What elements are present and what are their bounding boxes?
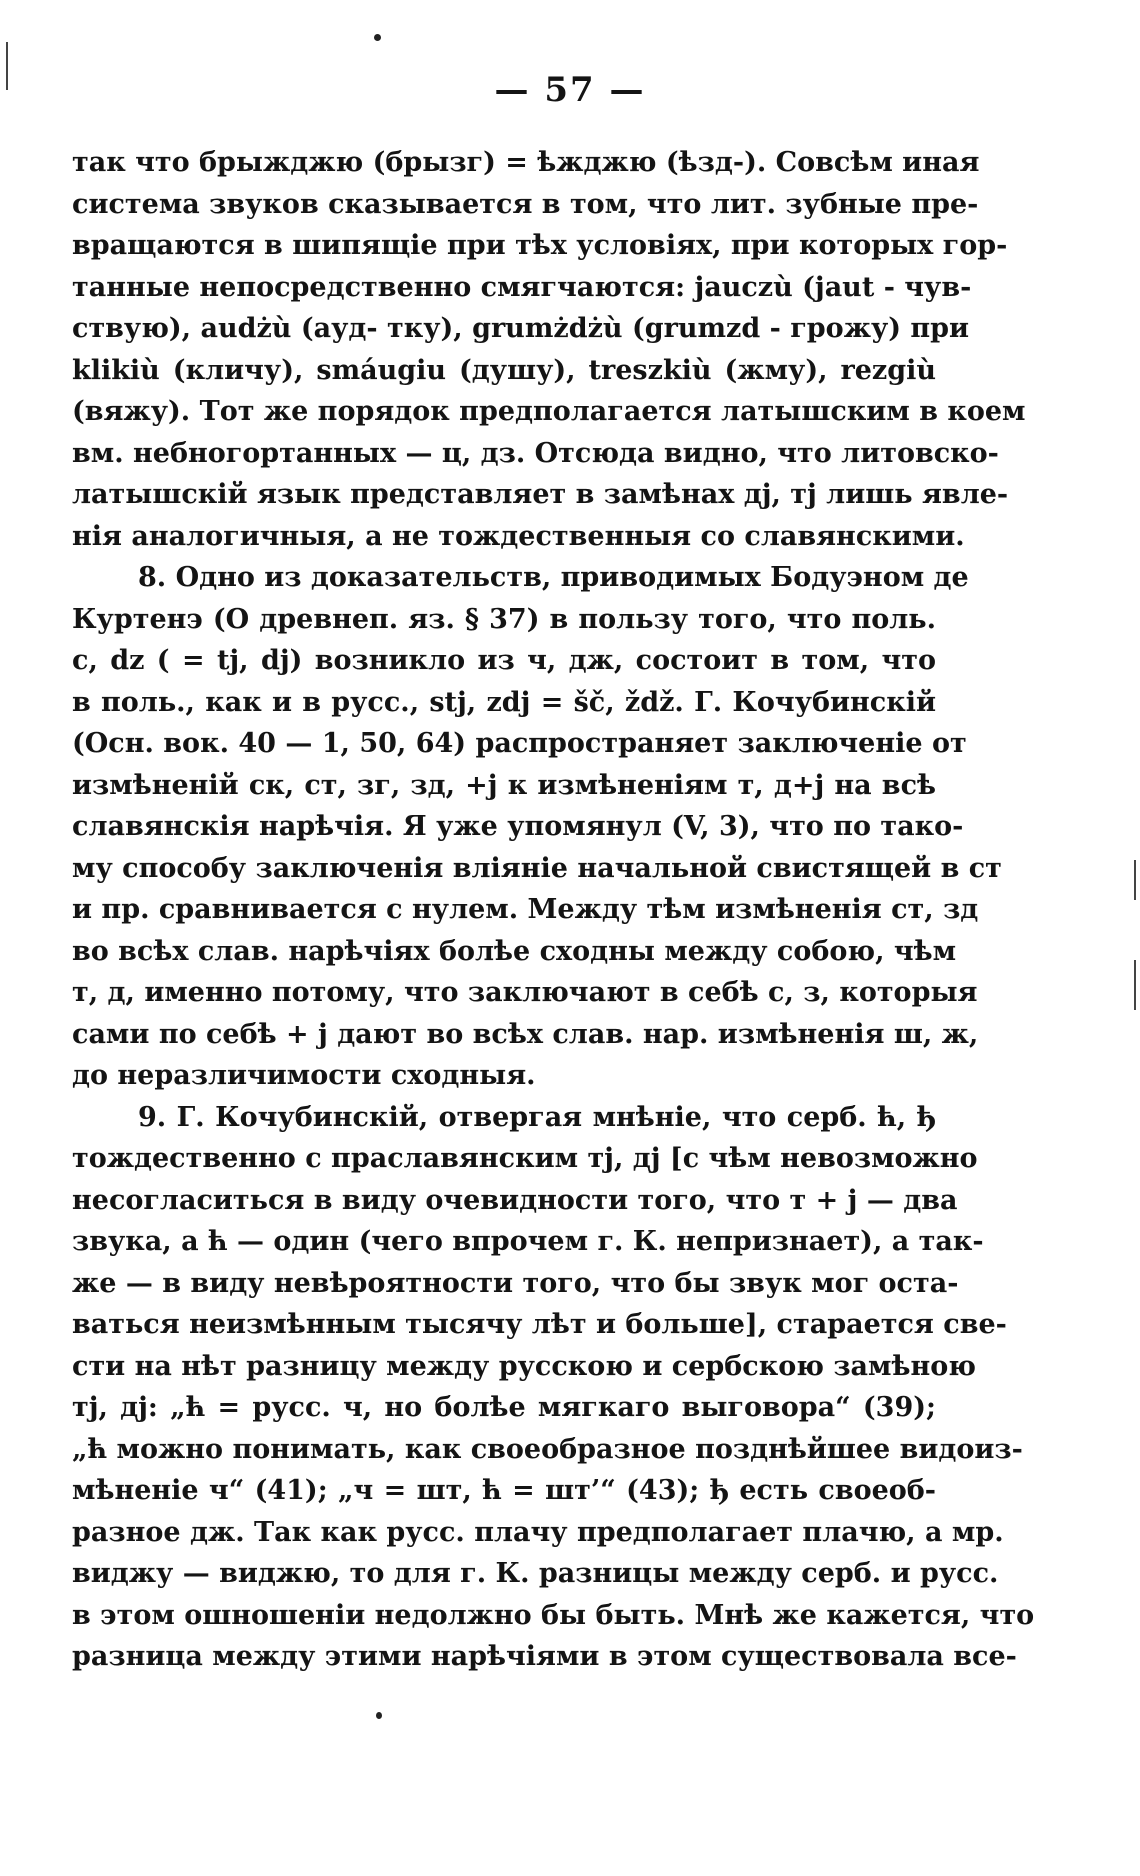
text-line: ваться неизмѣнным тысячу лѣт и больше], старается све- — [72, 1309, 1007, 1340]
text-line: система звуков сказывается в том, что лит. зубные пре- — [72, 188, 979, 220]
paragraph-start-line: 8. Одно из доказательств, приводимых Бодуэном де — [138, 562, 969, 593]
text-line: вм. небногортанных — ц, дз. Отсюда видно, что литовско- — [72, 437, 999, 469]
text-line: разница между этими нарѣчіями в этом существовала все- — [72, 1641, 1017, 1672]
text-line: сами по себѣ + j дают во всѣх слав. нар. измѣненія ш, ж, — [72, 1018, 979, 1050]
text-line: тj, дj: „ћ = русс. ч, но болѣе мягкаго выговора“ (39); — [72, 1392, 936, 1423]
text-line: klikiù (кличу), smáugiu (душу), treszkiù (жму), rezgiù — [72, 354, 936, 386]
scan-speck — [376, 1712, 382, 1719]
text-line: вращаются в шипящіе при тѣх условіях, при которых гор- — [72, 230, 1008, 261]
text-line: так что брыжджю (брызг) = ѣжджю (ѣзд-). Совсѣм иная — [72, 147, 980, 178]
text-line: сти на нѣт разницу между русскою и сербскою замѣною — [72, 1350, 976, 1382]
text-line: ствую), audżù (ауд- тку), grumżdżù (grumzd - грожу) при — [72, 313, 970, 344]
text-line: нія аналогичныя, а не тождественныя со славянскими. — [72, 520, 965, 552]
text-line: c, dz ( = tj, dj) возникло из ч, дж, состоит в том, что — [72, 645, 936, 676]
text-line: звука, а ћ — один (чего впрочем г. К. непризнает), а так- — [72, 1226, 984, 1257]
scan-speck — [374, 34, 381, 41]
text-line: и пр. сравнивается с нулем. Между тѣм измѣненія ст, зд — [72, 894, 979, 925]
text-line: виджу — виджю, то для г. К. разницы между серб. и русс. — [72, 1558, 999, 1589]
page-number: — 57 — — [494, 70, 646, 110]
text-line: т, д, именно потому, что заключают в себѣ с, з, которыя — [72, 977, 978, 1008]
text-line: Куртенэ (О древнеп. яз. § 37) в пользу того, что поль. — [72, 603, 936, 635]
text-line: во всѣх слав. нарѣчіях болѣе сходны между собою, чѣм — [72, 935, 957, 967]
text-line: до неразличимости сходныя. — [72, 1060, 536, 1091]
text-line: „ћ можно понимать, как своеобразное позднѣйшее видоиз- — [72, 1433, 1023, 1465]
text-line: (Осн. вок. 40 — 1, 50, 64) распространяет заключеніе от — [72, 728, 967, 759]
text-line: славянскія нарѣчія. Я уже упомянул (V, 3), что по тако- — [72, 811, 964, 842]
text-line: (вяжу). Тот же порядок предполагается латышским в коем — [72, 396, 1026, 427]
text-line: же — в виду невѣроятности того, что бы звук мог оста- — [72, 1267, 959, 1299]
text-line: латышскій язык представляет в замѣнах дj, тj лишь явле- — [72, 479, 1009, 510]
text-line: мѣненіе ч“ (41); „ч = шт, ћ = шт’“ (43); ђ есть своеоб- — [72, 1475, 936, 1506]
scan-edge-mark — [1134, 960, 1136, 1010]
text-line: несогласиться в виду очевидности того, что т + j — два — [72, 1184, 958, 1216]
text-line: в поль., как и в русс., stj, zdj = šč, ždž. Г. Кочубинскій — [72, 686, 936, 718]
text-line: танные непосредственно смягчаются: jauczù (jaut - чув- — [72, 271, 972, 303]
text-line: измѣненій ск, ст, зг, зд, +j к измѣненіям т, д+j на всѣ — [72, 769, 936, 801]
text-line: му способу заключенія вліяніе начальной свистящей в ст — [72, 852, 1002, 884]
scan-edge-mark — [1134, 860, 1136, 900]
text-line: разное дж. Так как русс. плачу предполагает плачю, а мр. — [72, 1516, 1004, 1548]
body-text — [72, 142, 1035, 1678]
paragraph-start-line: 9. Г. Кочубинскій, отвергая мнѣніе, что серб. ћ, ђ — [138, 1101, 936, 1133]
text-line: тождественно с праславянским тj, дj [с чѣм невозможно — [72, 1143, 978, 1174]
text-line: в этом ошношеніи недолжно бы быть. Мнѣ же кажется, что — [72, 1599, 1035, 1631]
scan-edge-mark — [6, 42, 8, 90]
